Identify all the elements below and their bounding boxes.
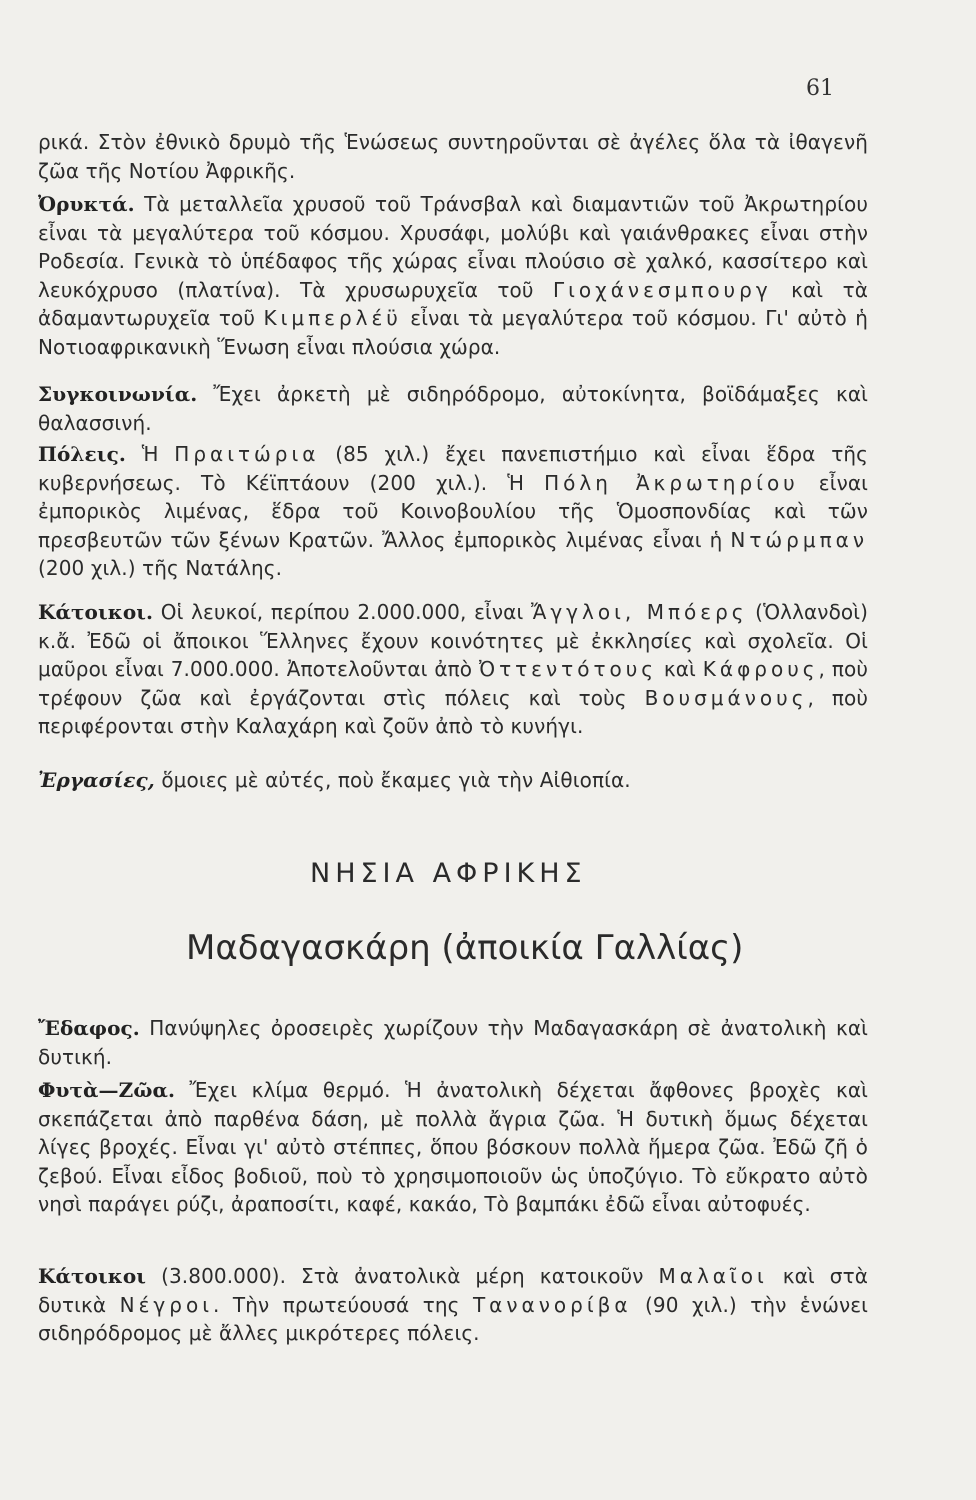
madagascar-inhabitants-paragraph bbox=[38, 1262, 868, 1348]
mg-inhabitants-text-3: . Τὴν πρωτεύουσά της bbox=[212, 1292, 473, 1317]
inhabitants-paragraph bbox=[38, 598, 868, 741]
capital-antananarivo: Τανανορίβα bbox=[472, 1292, 632, 1317]
transport-label: Συγκοινωνία. bbox=[38, 382, 198, 406]
flora-fauna-label: Φυτὰ—Ζῶα. bbox=[38, 1078, 176, 1102]
minerals-paragraph bbox=[38, 190, 868, 361]
mg-inhabitants-text-4: (90 χιλ.) τὴν ἑνώνει σιδηρόδρομος μὲ ἄλλες μικρότερες πόλεις. bbox=[38, 1292, 868, 1345]
inhabitants-text-1: Οἱ λευκοί, περίπου 2.000.000, εἶναι bbox=[153, 600, 531, 624]
city-durban: Ντώρμπαν bbox=[730, 527, 868, 552]
group-english-boers: Ἄγγλοι, Μπόερς bbox=[530, 600, 748, 624]
cities-text-2: (85 χιλ.) ἔχει πανεπιστήμιο καὶ εἶναι ἕδρα τῆς κυβερνήσεως. Τὸ Κέϊπτάουν (200 χιλ.). Ἡ bbox=[38, 442, 868, 495]
section-subheading: Μαδαγασκάρη (ἀποικία Γαλλίας) bbox=[186, 928, 744, 968]
mg-inhabitants-label: Κάτοικοι bbox=[38, 1264, 147, 1288]
inhabitants-text-4: , ποὺ τρέφουν ζῶα καὶ ἐργάζονται στὶς πόλεις καὶ τοὺς bbox=[38, 657, 868, 710]
group-malays: Μαλαῖοι bbox=[658, 1264, 768, 1288]
cities-text-4: (200 χιλ.) τῆς Νατάλης. bbox=[38, 556, 283, 580]
group-kaffirs: Κάφρους bbox=[702, 657, 819, 681]
terrain-label: Ἔδαφος. bbox=[38, 1016, 140, 1040]
cities-text-1: Ἡ bbox=[125, 442, 175, 466]
intro-paragraph bbox=[38, 128, 868, 185]
mg-inhabitants-text-2: καὶ στὰ δυτικὰ bbox=[38, 1264, 869, 1317]
group-negroes: Νέγροι bbox=[119, 1292, 213, 1317]
intro-text: ρικά. Στὸν ἐθνικὸ δρυμὸ τῆς Ἑνώσεως συντηροῦνται σὲ ἀγέλες ὅλα τὰ ἰθαγενῆ ζῶα τῆς Νοτίου Ἀφρικῆς. bbox=[38, 130, 868, 183]
cities-label: Πόλεις. bbox=[38, 442, 126, 466]
section-heading: ΝΗΣΙΑ ΑΦΡΙΚΗΣ bbox=[310, 858, 587, 889]
minerals-place-kimberley: Κιμπερλέϋ bbox=[263, 306, 402, 330]
group-bushmen: Βουσμάνους bbox=[644, 685, 808, 710]
page-number: 61 bbox=[806, 76, 834, 101]
exercises-text: ὅμοιες μὲ αὐτές, ποὺ ἔκαμες γιὰ τὴν Αἰθιοπία. bbox=[154, 768, 631, 792]
terrain-paragraph bbox=[38, 1014, 868, 1071]
inhabitants-text-3: καὶ bbox=[657, 657, 703, 681]
city-cape: Πόλη Ἀκρωτηρίου bbox=[544, 470, 799, 495]
minerals-text-2: καὶ τὰ ἀδαμαντωρυχεῖα τοῦ bbox=[38, 277, 869, 330]
transport-paragraph bbox=[38, 380, 868, 437]
transport-text: Ἔχει ἀρκετὴ μὲ σιδηρόδρομο, αὐτοκίνητα, βοϊδάμαξες καὶ θαλασσινή. bbox=[38, 382, 868, 435]
inhabitants-text-2: (Ὁλλανδοὶ) κ.ἄ. Ἐδῶ οἱ ἄποικοι Ἕλληνες ἔχουν κοινότητες μὲ ἐκκλησίες καὶ σχολεῖα. Οἱ μαῦροι εἶναι 7.000.000. Ἀποτελοῦνται ἀπὸ bbox=[38, 600, 869, 681]
exercises-paragraph bbox=[38, 766, 868, 795]
inhabitants-text-5: , ποὺ περιφέρονται στὴν Καλαχάρη καὶ ζοῦν ἀπὸ τὸ κυνήγι. bbox=[38, 685, 868, 738]
inhabitants-label: Κάτοικοι. bbox=[38, 600, 154, 624]
minerals-label: Ὀρυκτά. bbox=[38, 192, 135, 216]
cities-text-3: εἶναι ἐμπορικὸς λιμένας, ἕδρα τοῦ Κοινοβουλίου τῆς Ὁμοσπονδίας καὶ τῶν πρεσβευτῶν τῶν ξένων Κρατῶν. Ἄλλος ἐμπορικὸς λιμένας εἶναι ἡ bbox=[38, 470, 868, 552]
exercises-label: Ἐργασίες, bbox=[38, 768, 155, 792]
mg-inhabitants-text-1: (3.800.000). Στὰ ἀνατολικὰ μέρη κατοικοῦν bbox=[146, 1264, 659, 1288]
flora-fauna-text: Ἔχει κλίμα θερμό. Ἡ ἀνατολικὴ δέχεται ἄφθονες βροχὲς καὶ σκεπάζεται ἀπὸ παρθένα δάση, μὲ πολλὰ ἄγρια ζῶα. Ἡ δυτικὴ ὅμως δέχεται λίγες βροχές. Εἶναι γι' αὐτὸ στέππες, ὅπου βόσκουν πολλὰ ἥμερα ζῶα. Ἐδῶ ζῆ ὁ ζεβού. Εἶναι εἶδος βοδιοῦ, ποὺ τὸ χρησιμοποιοῦν ὡς ὑποζύγιο. Τὸ εὔκρατο αὐτὸ νησὶ παράγει ρύζι, ἀραποσίτι, καφέ, κακάο, Τὸ βαμπάκι ἐδῶ εἶναι αὐτοφυές. bbox=[38, 1078, 868, 1216]
terrain-text: Πανύψηλες ὀροσειρὲς χωρίζουν τὴν Μαδαγασκάρη σὲ ἀνατολικὴ καὶ δυτική. bbox=[38, 1016, 868, 1069]
minerals-text-3: εἶναι τὰ μεγαλύτερα τοῦ κόσμου. Γι' αὐτὸ ἡ Νοτιοαφρικανικὴ Ἕνωση εἶναι πλούσια χώρα. bbox=[38, 306, 868, 359]
cities-paragraph bbox=[38, 440, 868, 583]
flora-fauna-paragraph bbox=[38, 1076, 868, 1219]
minerals-text-1: Τὰ μεταλλεῖα χρυσοῦ τοῦ Τράνσβαλ καὶ διαμαντιῶν τοῦ Ἀκρωτηρίου εἶναι τὰ μεγαλύτερα τοῦ κόσμου. Χρυσάφι, μολύβι καὶ γαιάνθρακες εἶναι στὴν Ροδεσία. Γενικὰ τὸ ὑπέδαφος τῆς χώρας εἶναι πλούσιο σὲ χαλκό, κασσίτερο καὶ λευκόχρυσο (πλατίνα). Τὰ χρυσωρυχεῖα τοῦ bbox=[38, 192, 868, 302]
city-pretoria: Πραιτώρια bbox=[174, 442, 320, 466]
minerals-place-johannesburg: Γιοχάνεσμπουργ bbox=[553, 277, 772, 302]
group-hottentots: Ὀττεντότους bbox=[479, 657, 658, 681]
